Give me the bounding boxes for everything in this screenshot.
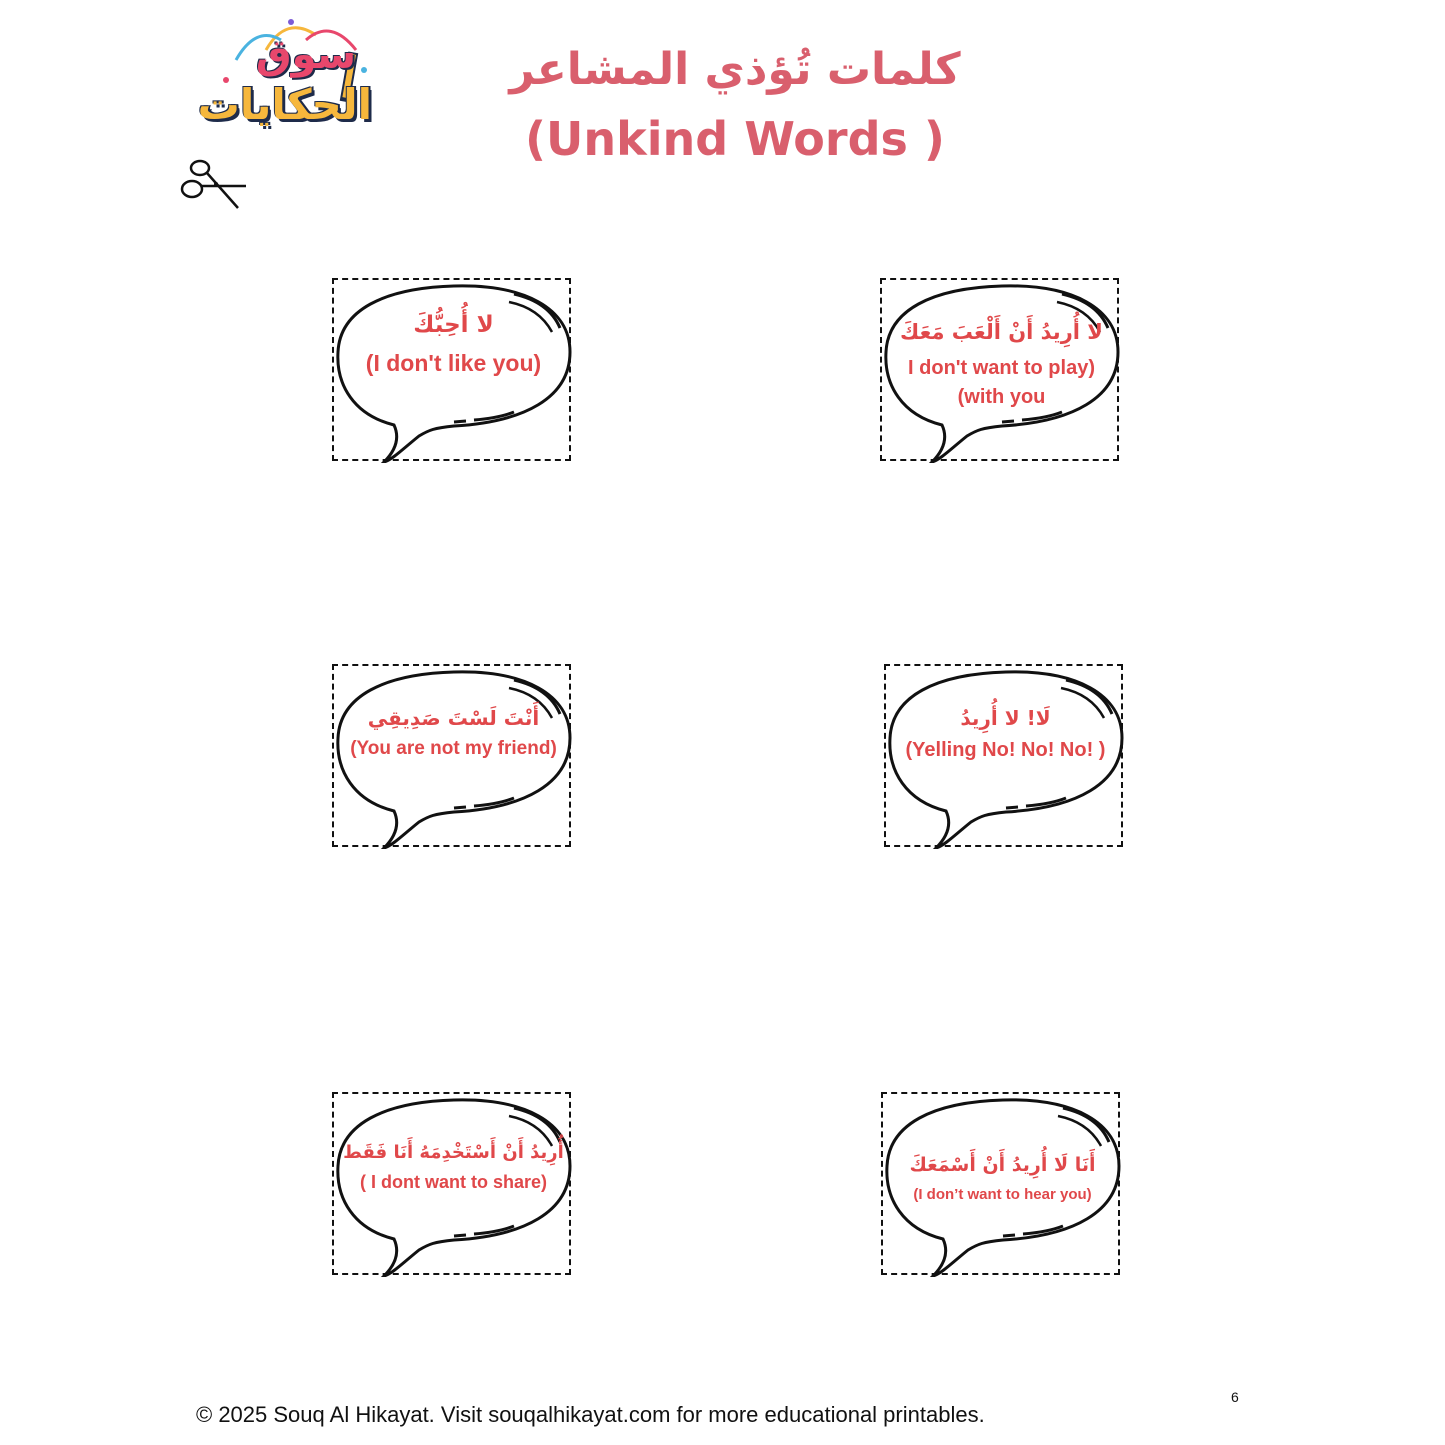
cut-card [881, 1092, 1120, 1275]
card-arabic-text: أُرِيدُ أَنْ أَسْتَخْدِمَهُ أَنَا فَقَط [343, 1142, 564, 1163]
card-arabic-text: لَا! لا أُرِيدُ [960, 706, 1051, 730]
footer-copyright: © 2025 Souq Al Hikayat. Visit souqalhikayat.com for more educational printables. [196, 1402, 985, 1427]
cut-card [332, 664, 571, 847]
card-english-text: (You are not my friend) [350, 738, 557, 759]
page-number: 6 [1231, 1389, 1239, 1405]
card-english-text: (I don’t want to hear you) [913, 1186, 1092, 1203]
cut-card [332, 1092, 571, 1275]
card-english-text: ( I dont want to share) [360, 1172, 547, 1192]
card-english-text: (Yelling No! No! No! ) [905, 739, 1106, 761]
cut-card [332, 278, 571, 461]
logo-line-2: الحكايات [197, 80, 372, 129]
card-arabic-text: لا أُرِيدُ أَنْ أَلْعَبَ مَعَكَ [900, 320, 1103, 344]
cut-card [880, 278, 1119, 461]
card-english-text: (I don't like you) [365, 350, 542, 376]
logo-line-1: سوق [255, 32, 356, 78]
card-arabic-text: لا أُحِبُّكَ [413, 312, 494, 338]
card-arabic-text: أَنْتَ لَسْتَ صَدِيقِي [367, 706, 540, 730]
card-english-text: I don't want to play) [908, 357, 1095, 379]
page-title-english: (Unkind Words ) [525, 112, 945, 166]
card-english-text-2: (with you [957, 386, 1046, 408]
scissors-icon [178, 156, 250, 214]
page-title-arabic: كلمات تُؤذي المشاعر [509, 44, 961, 95]
cut-card [884, 664, 1123, 847]
card-arabic-text: أَنَا لَا أُرِيدُ أَنْ أَسْمَعَكَ [909, 1154, 1096, 1176]
logo [196, 10, 378, 150]
